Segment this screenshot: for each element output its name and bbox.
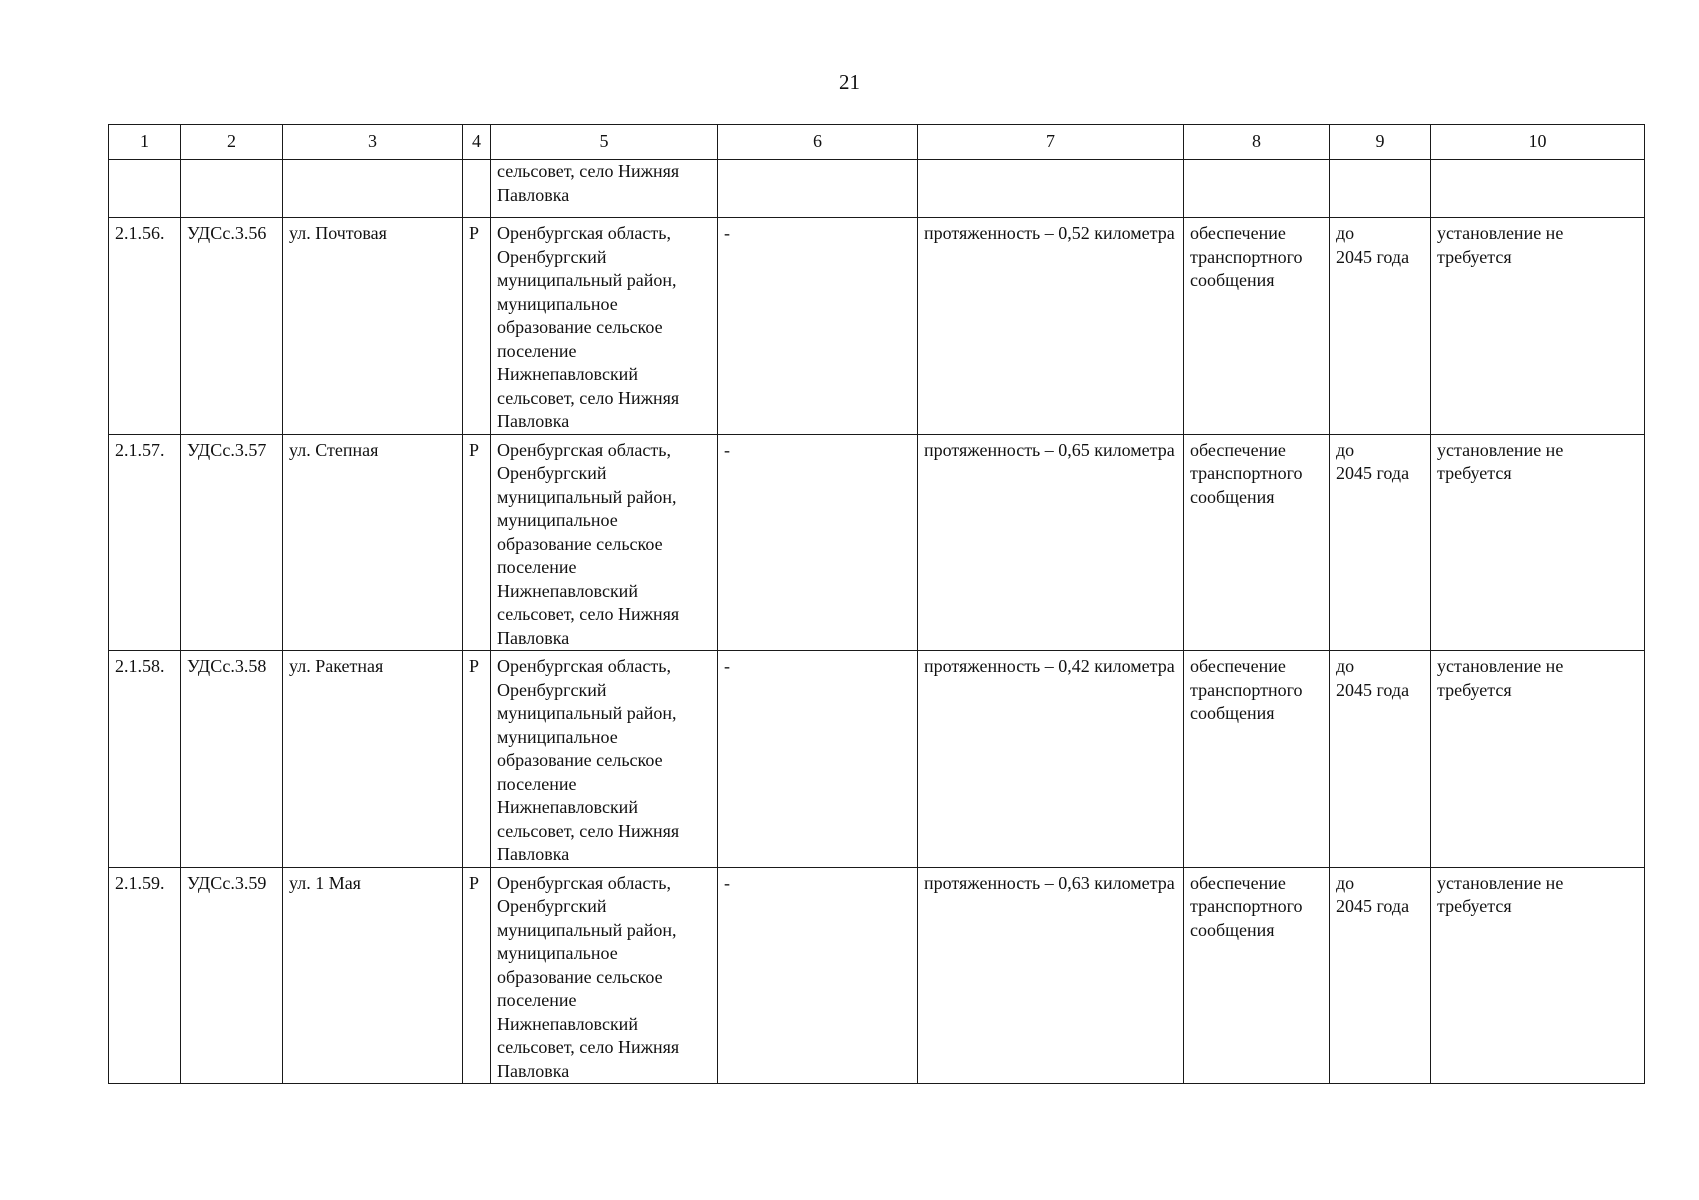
term-line-1: до — [1336, 872, 1355, 893]
table-row — [109, 218, 1645, 435]
header-cell-9: 9 — [1330, 125, 1431, 160]
cell-zone: установление не требуется — [1431, 651, 1645, 868]
header-cell-8: 8 — [1184, 125, 1330, 160]
term-line-2: 2045 года — [1336, 246, 1410, 267]
header-cell-5: 5 — [491, 125, 718, 160]
term-line-1: до — [1336, 656, 1355, 676]
cell-characteristics: протяженность – 0,65 километра — [918, 434, 1184, 651]
cell-purpose: обеспечение транспортного сообщения — [1184, 651, 1330, 868]
header-cell-6: 6 — [718, 125, 918, 160]
cell-empty — [918, 160, 1184, 218]
cell-empty — [1330, 160, 1431, 218]
cell-purpose: обеспечение транспортного сообщения — [1184, 218, 1330, 435]
header-cell-10: 10 — [1431, 125, 1645, 160]
cell-zone: установление не требуется — [1431, 434, 1645, 651]
table-row — [109, 651, 1645, 868]
term-line-1: до — [1336, 223, 1355, 243]
table-body — [109, 160, 1645, 1084]
cell-col6: - — [718, 867, 918, 1084]
cell-col6: - — [718, 434, 918, 651]
cell-location: сельсовет, село Нижняя Павловка — [491, 160, 718, 218]
cell-purpose: обеспечение транспортного сообщения — [1184, 867, 1330, 1084]
cell-code: УДСс.3.59 — [181, 867, 283, 1084]
cell-characteristics: протяженность – 0,52 километра — [918, 218, 1184, 435]
cell-empty — [181, 160, 283, 218]
cell-code: УДСс.3.58 — [181, 651, 283, 868]
header-cell-2: 2 — [181, 125, 283, 160]
cell-empty — [109, 160, 181, 218]
cell-characteristics: протяженность – 0,63 километра — [918, 867, 1184, 1084]
cell-type: Р — [463, 218, 491, 435]
term-line-1: до — [1336, 439, 1355, 460]
cell-type: Р — [463, 434, 491, 651]
cell-code: УДСс.3.57 — [181, 434, 283, 651]
continuation-row — [109, 160, 1645, 218]
cell-empty — [1431, 160, 1645, 218]
table-header — [109, 125, 1645, 160]
cell-name: ул. 1 Мая — [283, 867, 463, 1084]
header-row — [109, 125, 1645, 160]
cell-name: ул. Почтовая — [283, 218, 463, 435]
cell-empty — [283, 160, 463, 218]
table-row — [109, 434, 1645, 651]
header-cell-1: 1 — [109, 125, 181, 160]
cell-number: 2.1.56. — [109, 218, 181, 435]
cell-zone: установление не требуется — [1431, 218, 1645, 435]
cell-term — [1330, 218, 1431, 435]
cell-empty — [718, 160, 918, 218]
page-number: 21 — [839, 70, 860, 94]
cell-location: Оренбургская область, Оренбургский муниципальный район, муниципальное образование сельское поселение Нижнепавловский сельсовет, село Нижняя Павловка — [491, 867, 718, 1084]
cell-name: ул. Ракетная — [283, 651, 463, 868]
cell-location: Оренбургская область, Оренбургский муниципальный район, муниципальное образование сельское поселение Нижнепавловский сельсовет, село Нижняя Павловка — [491, 651, 718, 868]
header-cell-4: 4 — [463, 125, 491, 160]
term-line-2: 2045 года — [1336, 896, 1410, 916]
cell-number: 2.1.57. — [109, 434, 181, 651]
cell-location: Оренбургская область, Оренбургский муниципальный район, муниципальное образование сельское поселение Нижнепавловский сельсовет, село Нижняя Павловка — [491, 434, 718, 651]
cell-term — [1330, 434, 1431, 651]
cell-col6: - — [718, 218, 918, 435]
objects-table — [108, 124, 1645, 1084]
term-line-2: 2045 года — [1336, 463, 1410, 483]
cell-location: Оренбургская область, Оренбургский муниципальный район, муниципальное образование сельское поселение Нижнепавловский сельсовет, село Нижняя Павловка — [491, 218, 718, 435]
cell-type: Р — [463, 651, 491, 868]
cell-number: 2.1.58. — [109, 651, 181, 868]
cell-zone: установление не требуется — [1431, 867, 1645, 1084]
cell-term — [1330, 651, 1431, 868]
header-cell-3: 3 — [283, 125, 463, 160]
cell-number: 2.1.59. — [109, 867, 181, 1084]
cell-characteristics: протяженность – 0,42 километра — [918, 651, 1184, 868]
cell-code: УДСс.3.56 — [181, 218, 283, 435]
header-cell-7: 7 — [918, 125, 1184, 160]
term-line-2: 2045 года — [1336, 679, 1410, 700]
cell-type: Р — [463, 867, 491, 1084]
cell-col6: - — [718, 651, 918, 868]
cell-empty — [463, 160, 491, 218]
cell-empty — [1184, 160, 1330, 218]
cell-name: ул. Степная — [283, 434, 463, 651]
table-row — [109, 867, 1645, 1084]
cell-purpose: обеспечение транспортного сообщения — [1184, 434, 1330, 651]
cell-term — [1330, 867, 1431, 1084]
